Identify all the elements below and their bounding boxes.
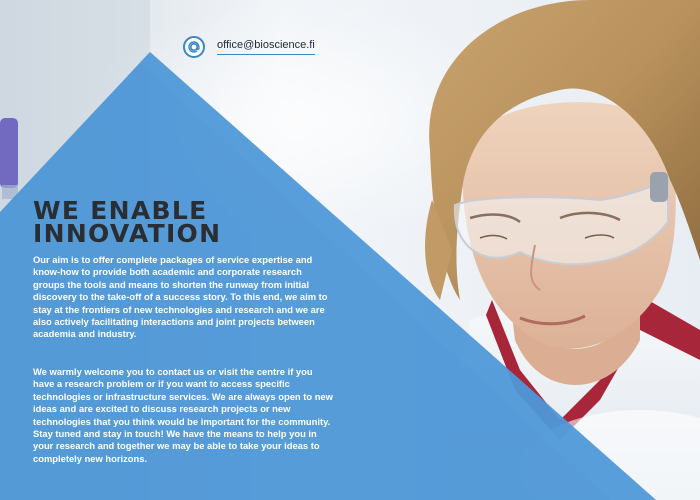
- welcome-paragraph: We warmly welcome you to contact us or visit the centre if you have a research problem or if you want to access specific technologies or infrastructure services. We are always open to new ideas and are excited to discuss research projects or new technologies that you think would be important for the community. Stay tuned and stay in touch! We have the means to help you in your research and together we may be able to take your ideas to completely new horizons.: [33, 366, 333, 464]
- intro-paragraph: Our aim is to offer complete packages of service expertise and know-how to provide both academic and corporate research groups the tools and means to shorten the runway from initial discovery to the take-off of a success story. To this end, we aim to stay at the frontiers of new technologies and research and we are also actively facilitating interactions and joint projects between academia and industry.: [33, 254, 328, 340]
- contact-email-link[interactable]: office@bioscience.fi: [217, 39, 315, 55]
- contact-bar: [183, 36, 315, 58]
- headline-line-1: WE ENABLE: [33, 196, 208, 225]
- email-at-icon: [183, 36, 205, 58]
- page-headline: [33, 196, 293, 248]
- headline-line-2: INNOVATION: [33, 219, 222, 248]
